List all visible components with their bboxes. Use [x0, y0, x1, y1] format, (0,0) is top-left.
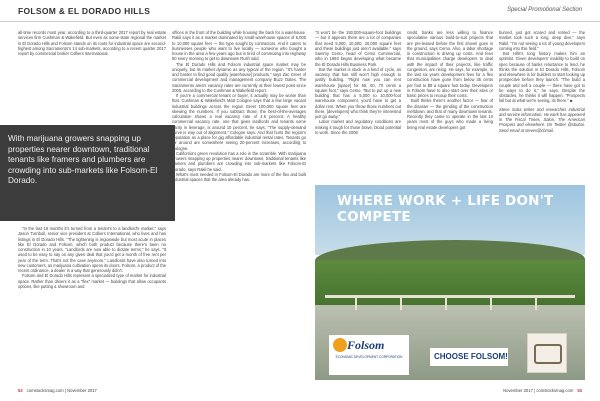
header-section-label: Special Promotional Section [506, 7, 582, 13]
article-column-1-bottom [18, 226, 166, 380]
ad-device-icon [527, 333, 567, 373]
folsom-advertisement[interactable] [315, 185, 585, 380]
footer-right-text: November 2017 | comstocksmag.com [503, 388, 574, 393]
choose-folsom-button[interactable] [430, 348, 508, 366]
article-paragraph: burned, just got scared and retired — the market took such a long, deep dive," says Rakil. "I'm not seeing a lot of young developers coming into this field." [499, 30, 585, 51]
article-paragraph: If you're a commercial tenant or buyer, it actually may be worse than that. Cushman & Wakefield's Matt Cologne says that a few large vacant industrial buildings across the region Greer 100,000 square feet are skewing the numbers. If you subtract those, the best-of-the-averages calculation shows a real vacancy rate of 4.6 percent. A healthy commercial vacancy rate, one that gives landlords and tenants some parity in leverage, is around 10 percent, he says. "The supply-demand curve is way out of alignment," Cologne says. And that hurts the region's reputation as a place for gig affordable industrial rental rates. Tenants go for around are somewhere seeing 20-percent increases, according to Cologne. [172, 93, 306, 151]
article-paragraph: offices in the front of the building while housing the back for a warehouse. Rakil says it as a market dominated by small warehouse spaces of 5,000 to 10,000 square feet — the type sought by contractors. And it caters to businesses people who want to live locally — someone who bought a house in the area a few years ago but is tired of commuting into Highway 50 every morning to get to downtown Rush said. [172, 30, 306, 62]
footer-right [503, 388, 582, 393]
article-paragraph: The El Dorado Hills and Folsom industrial space market may be uniquely, but its market dynamic as any typical of the region. "It's harder and harder to find good quality [warehouse] products," says Zac Greer of commercial development and management company Buzz Oates. The Sacramento area's vacancy rates are currently at their lowest point since 2005, according to the Cushman & Wakefield report. [172, 61, 306, 93]
footer-page-number-left: 52 [18, 388, 23, 393]
footer-left [18, 388, 97, 393]
ad-cta-label: CHOOSE FOLSOM! [434, 352, 508, 361]
page-header [0, 0, 600, 22]
ad-logo-name: Folsom [347, 338, 385, 352]
article-column-5 [499, 30, 585, 182]
article-column-3 [315, 30, 401, 182]
article-column-2 [172, 30, 306, 380]
article-paragraph: all-time records most year, according to a third-quarter 2017 report by real estate services firm Cushman & Wakefield. But even as some state regional the market in El Dorado Hills and Folsom stands on its roots for industrial space are second-highest among Sacramento's 14 sub-markets, according to a recent quarter 2017 report by commercial broker Colliers International. [18, 30, 166, 56]
author-bio: Steve Suba writes and researches industrial and service information. He work has appeared in The Fiscal Times, Salon, The American Prospect and elsewhere. On Twitter @sbubai. Send email at steves@cbmail. [499, 106, 585, 133]
article-paragraph: Labor market and regulatory conditions are making it tough for those brave, blood potential to work. Since the 2008 [315, 119, 401, 135]
footer-left-text: comstocksmag.com | November 2017 [26, 388, 97, 393]
article-column-1-top [18, 30, 166, 122]
page-footer [0, 382, 600, 401]
article-paragraph: But the market is stuck in a kind of cycle, as vacancy that has still won't high enough to justify building. "Right now you can rent warehouse [space] for 65, 60, 70 cents a square foot," says Cemo. "But to put up a new building that has a 5,000 to 10,000-foot warehouse component, you'd have to get a dollar rent. When you throw those numbers out there, [developers] who think they're interested just go away." [315, 66, 401, 119]
footer-page-number-right: 53 [577, 388, 582, 393]
article-paragraph: But Hills's tong history makes him an optimist. Given developers' inability to build on spec because of banks reluctance to lend, he thinks the solution in El Dorado Hills, Folsom and elsewhere is for builders to start looking up prospective before they launch. "The build a couple and sell a couple — there have got to be ways to do it," he says. Despite the obstacles, he thinks it will happen. "Prospects fail but at what we're seeing, its there." ■ [499, 51, 585, 104]
sun-icon [333, 338, 347, 352]
ad-headline: WHERE WORK + LIFE DON'T COMPETE [337, 193, 554, 225]
pull-quote [0, 125, 175, 221]
article-column-4 [407, 30, 493, 182]
article-paragraph: California's green revolution has a role in the scramble. With marijuana growers snapping up properties nearer downtown, traditional tenants like framers and plumbers are crowding into sub-markets like Folsom-El Dorado, says Rakil he said. [172, 150, 306, 172]
folsom-logo [329, 335, 409, 375]
pull-quote-text: With marijuana growers snapping up properties nearer downtown, traditional tenants like framers and plumbers are crowding into sub-markets like Folsom-El Dorado. [8, 134, 158, 186]
article-paragraph: Folsom and El Dorado Hills represent a specialized type of market for industrial space. Rather than drivers it as a "flex" market — buildings that allow occupants options, like putting a showroom and [18, 273, 166, 289]
article-paragraph: credit, banks are less willing to finance speculative various build-to-suit projects that are pre-leased before the first shovel goes in the ground, says Cemo. Also, a labor shortage in construction is driving up costs. And fees that municipalities charge developers to deal with the impact of their projects, like traffic congestion, are rising. He says, for example, in the last six years development fees for a flex construction have gone from below 35 cents per foot to $9 a square foot today. Developers in Folsom have to also start over their sites or basic prices to recoup their costs. [407, 30, 493, 98]
ad-logo-tagline: ECONOMIC DEVELOPMENT CORPORATION [335, 355, 403, 359]
header-title: FOLSOM & EL DORADO HILLS [18, 6, 151, 16]
ad-bridge-graphic [325, 295, 575, 307]
article-paragraph: "In the last 18 months it's turned from a tenant's to a landlord's market," says Jason Turnbull, senior vice president at Colliers International, who lives and has listings in El Dorado Hills. "The tightening is regionwide but most acute in places like El Dorado and Folsom, which both product because there's been no construction in 10 years. "Landlords are now able to dictate terms," he says. "It used to be easy to say on any given deal that you'd get a month of free rent per year of the term. That's not the case anymore." Landlords have also turned into new customers, as marijuana cultivation opens its doors. Folsom, a product of the recent ordinance, a dealer in a way that generously didn't. [18, 226, 166, 273]
article-paragraph: What's most needed in Folsom-El Dorado are more of the flex and built industrial spaces that the area already has. [172, 171, 306, 182]
article-paragraph: "It won't be the 150,000-square-foot buildings — but it appears there are a lot of companies that need 5,000, 10,000, 20,000 square feet and these buildings just aren't available," says Sammy Cemo, head of Cemo Commercial, who in 1993 began developing what became the El Dorado Hills Business Park. [315, 30, 401, 67]
article-paragraph: Built thinks there's another factor — fear of the disaster — the grinding of the construction meltdown, and that of many downtown tenants. Recently they came to operate in the last 10 years most of the guys who made a living being real estate developers got [407, 98, 493, 130]
